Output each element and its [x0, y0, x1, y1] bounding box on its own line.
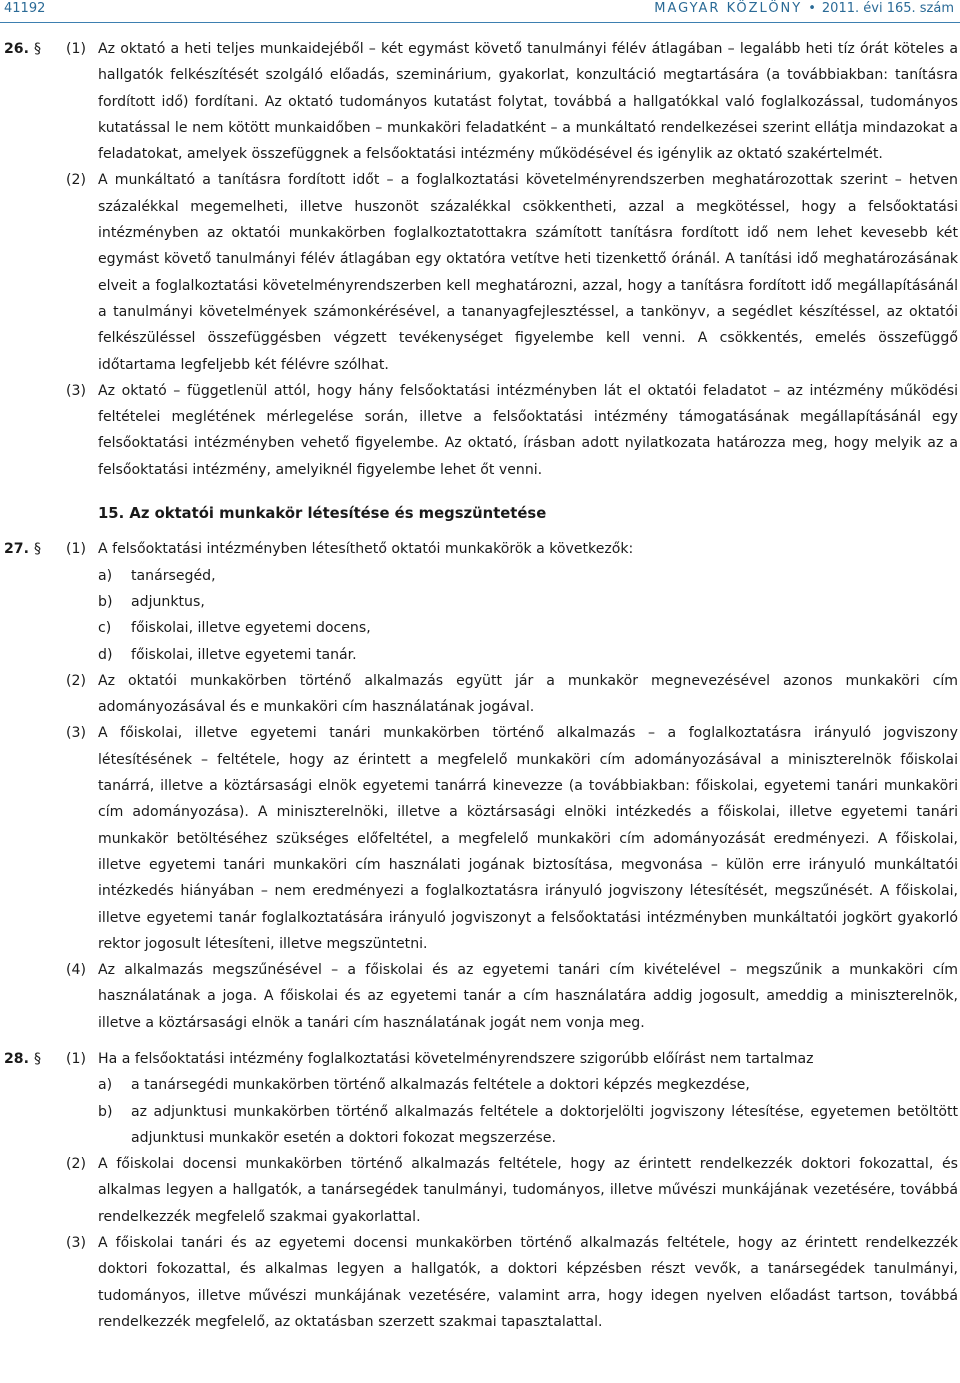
section-number: 27.	[4, 541, 29, 558]
section-sign: §	[34, 541, 42, 558]
item-letter: c)	[98, 620, 112, 637]
item-letter: d)	[98, 646, 113, 663]
item-letter: b)	[98, 593, 113, 610]
item-text: a tanársegédi munkakörben történő alkalmazás feltétele a doktori képzés megkezdése,	[131, 1077, 750, 1094]
paragraph-number: (4)	[66, 962, 86, 979]
item-text: az adjunktusi munkakörben történő alkalmazás feltétele a doktorjelölti jogviszony létesítése, egyetemen betöltött adjunktusi munkakör esetén a doktori fokozat megszerzése.	[131, 1103, 958, 1146]
page-header	[0, 0, 960, 24]
paragraph-28-2	[66, 1151, 958, 1230]
item-text: tanársegéd,	[131, 567, 216, 584]
paragraph-text: A munkáltató a tanításra fordított időt – a foglalkoztatási követelményrendszerben meghatározottak szerint – hetven százalékkal megemelheti, illetve huszonöt százalékkal csökkentheti, azzal a megkötéssel, hogy a felsőoktatási intézményben az oktatói munkakörben foglalkoztatottakra számított tanításra fordított idő nem lehet kevesebb két egymást követő tanulmányi félév átlagában egy oktatóra vetítve heti tizenkettő óránál. A tanítási idő meghatározásának elveit a foglalkoztatási követelményrendszerben kell meghatározni, azzal, hogy a tanításra fordított idő megállapításánál a tanulmányi követelmények számonkérésével, a tananyagfejlesztéssel, a tankönyv, a segédlet készítéssel, az oktatói felkészüléssel összefüggésben végzett tevékenységet figyelembe kell venni. A csökkentés, emelés összefüggő időtartama legfeljebb két félévre szólhat.	[98, 172, 958, 373]
paragraph-text: A főiskolai, illetve egyetemi tanári munkakörben történő alkalmazás – a foglalkoztatásra irányuló jogviszony létesítésének – feltétele, hogy az érintett a megfelelő munkaköri cím adományozásával a miniszterelnök főiskolai tanárrá, illetve a köztársasági elnök egyetemi tanárrá kinevezze (a továbbiakban: főiskolai, egyetemi tanári munkaköri cím adományozása). A miniszterelnöki, illetve a köztársasági elnöki intézkedés a főiskolai, illetve egyetemi tanári munkakör betöltéséhez szükséges előfeltétel, a megfelelő munkaköri cím adományozását eredményezi. A főiskolai, illetve egyetemi tanári munkaköri cím használati jogának biztosítása, megvonása – külön erre irányuló munkáltatói intézkedés hiányában – nem eredményezi a foglalkoztatásra irányuló jogviszony létesítését, megszűnését. A főiskolai, illetve egyetemi tanár foglalkoztatására irányuló jogviszonyt a felsőoktatási intézményben munkáltatói jogkört gyakorló rektor jogosult létesíteni, illetve megszüntetni.	[98, 725, 958, 952]
paragraph-number: (3)	[66, 382, 86, 399]
list-item	[98, 563, 958, 589]
paragraph-text: Ha a felsőoktatási intézmény foglalkoztatási követelményrendszere szigorúbb előírást nem tartalmaz	[98, 1050, 814, 1067]
paragraph-28-3	[66, 1230, 958, 1335]
section-number: 28.	[4, 1050, 29, 1067]
item-text: adjunktus,	[131, 593, 205, 610]
paragraph-number: (3)	[66, 1235, 86, 1252]
item-letter: b)	[98, 1103, 113, 1120]
paragraph-text: Az alkalmazás megszűnésével – a főiskolai és az egyetemi tanári cím kivételével – megszűnik a munkaköri cím használatának a joga. A főiskolai és az egyetemi tanár a cím használatára addig jogosult, ameddig a miniszterelnök, illetve a köztársasági elnök a tanári cím használatának jogát nem vonja meg.	[98, 962, 958, 1031]
paragraph-number: (2)	[66, 672, 86, 689]
paragraph-26-3	[66, 378, 958, 483]
item-letter: a)	[98, 1077, 113, 1094]
list-item	[98, 1099, 958, 1152]
document-body	[0, 36, 958, 1335]
paragraph-text: A főiskolai docensi munkakörben történő alkalmazás feltétele, hogy az érintett rendelkezzék doktori fokozattal, és alkalmas legyen a hallgatók, a tanársegédek tanulmányi, tudományos, illetve művészi munkájának vezetésére, továbbá rendelkezzék megfelelő szakmai gyakorlattal.	[98, 1156, 958, 1225]
paragraph-27-3	[66, 720, 958, 957]
item-list	[98, 1072, 958, 1151]
paragraph-28-1	[66, 1046, 958, 1151]
section-27	[0, 536, 958, 1036]
paragraph-26-2	[66, 167, 958, 377]
item-list	[98, 563, 958, 668]
paragraph-text: Az oktató a heti teljes munkaidejéből – két egymást követő tanulmányi félév átlagában – legalább heti tíz órát köteles a hallgatók felkészítését szolgáló előadás, szeminárium, gyakorlat, konzultáció megtartására (a továbbiakban: tanításra fordított idő) fordítani. Az oktató tudományos kutatást folytat, továbbá a hallgatókkal való foglalkozással, tudományos kutatással le nem kötött munkaidőben – munkaköri feladatként – a munkáltató rendelkezései szerint ellátja mindazokat a feladatokat, amelyek összefüggnek a felsőoktatási intézmény működésével és igénylik az oktató szakértelmét.	[98, 41, 958, 163]
journal-name: MAGYAR KÖZLÖNY	[654, 1, 803, 16]
section-28	[0, 1046, 958, 1335]
paragraph-27-4	[66, 957, 958, 1036]
paragraph-number: (1)	[66, 541, 86, 558]
paragraph-number: (1)	[66, 41, 86, 57]
paragraph-text: A felsőoktatási intézményben létesíthető oktatói munkakörök a következők:	[98, 541, 634, 558]
header-rule	[0, 22, 960, 23]
chapter-heading: 15. Az oktatói munkakör létesítése és megszüntetése	[98, 505, 547, 523]
list-item	[98, 589, 958, 615]
paragraph-number: (1)	[66, 1050, 86, 1067]
paragraph-text: Az oktató – függetlenül attól, hogy hány felsőoktatási intézményben lát el oktatói feladatot – az intézmény működési feltételei meglétének mérlegelése során, illetve a felsőoktatási intézmény támogatásának megállapításánál egy felsőoktatási intézményben vehető figyelembe. Az oktató, írásban adott nyilatkozata határozza meg, hogy melyik az a felsőoktatási intézmény, amelyiknél figyelembe lehet őt venni.	[98, 382, 958, 478]
paragraph-number: (3)	[66, 725, 86, 742]
paragraph-number: (2)	[66, 1156, 86, 1173]
paragraph-number: (2)	[66, 172, 86, 189]
section-26	[0, 36, 958, 483]
separator-dot: •	[808, 1, 816, 16]
paragraph-27-1	[66, 536, 958, 667]
paragraph-26-1	[66, 36, 958, 167]
paragraph-text: A főiskolai tanári és az egyetemi docensi munkakörben történő alkalmazás feltétele, hogy az érintett rendelkezzék doktori fokozattal, és alkalmas legyen a hallgatók, a doktori képzésben részt vevők, a tanársegédek tanulmányi, tudományos, illetve művészi munkájának vezetésére, valamint arra, hogy idegen nyelven előadást tartson, továbbá rendelkezzék megfelelő, az oktatásban szerzett szakmai tapasztalattal.	[98, 1235, 958, 1330]
list-item	[98, 1072, 958, 1098]
section-number: 26.	[4, 41, 29, 57]
item-text: főiskolai, illetve egyetemi docens,	[131, 620, 371, 637]
page-number: 41192	[4, 1, 46, 16]
section-sign: §	[34, 1050, 42, 1067]
paragraph-text: Az oktatói munkakörben történő alkalmazás együtt jár a munkakör megnevezésével azonos munkaköri cím adományozásával és e munkaköri cím használatának jogával.	[98, 672, 958, 716]
list-item	[98, 642, 958, 668]
journal-title	[654, 1, 954, 16]
item-letter: a)	[98, 567, 113, 584]
paragraph-27-2	[66, 668, 958, 721]
item-text: főiskolai, illetve egyetemi tanár.	[131, 646, 357, 663]
issue-label: 2011. évi 165. szám	[821, 1, 954, 16]
list-item	[98, 615, 958, 641]
section-sign: §	[34, 41, 42, 57]
